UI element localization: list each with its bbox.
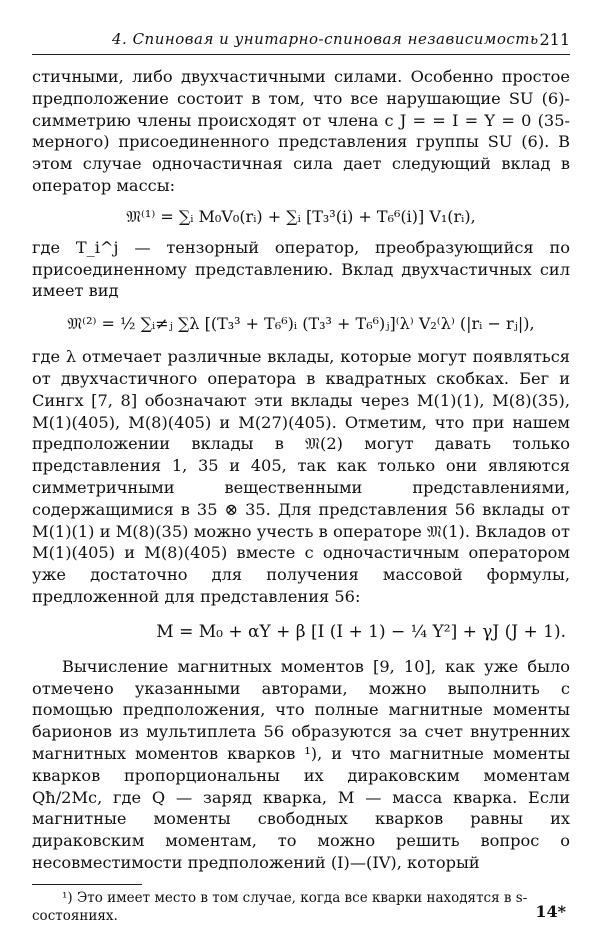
equation-one-particle: 𝔐⁽¹⁾ = ∑ᵢ M₀V₀(rᵢ) + ∑ᵢ [T₃³(i) + T₆⁶(i)] V₁(rᵢ), xyxy=(126,206,476,226)
printer-signature: 14* xyxy=(535,902,566,921)
page-body xyxy=(32,66,570,925)
equation-two-particle: 𝔐⁽²⁾ = ½ ∑ᵢ≠ⱼ ∑λ [(T₃³ + T₆⁶)ᵢ (T₃³ + T₆⁶)ⱼ]⁽λ⁾ V₂⁽λ⁾ (|rᵢ − rⱼ|), xyxy=(67,314,535,334)
page-number: 211 xyxy=(539,30,570,49)
section-title: 4. Спиновая и унитарно-спиновая независимость xyxy=(112,30,539,48)
paragraph-1: стичными, либо двухчастичными силами. Особенно простое предположение состоит в том, что все нарушающие SU (6)-симметрию члены происходят от члена с J = = I = Y = 0 (35-мерного) присоединенного представления группы SU (6). В этом случае одночастичная сила дает следующий вклад в оператор массы: xyxy=(32,67,570,195)
paragraph-3: где λ отмечает различные вклады, которые могут появляться от двухчастичного оператора в квадратных скобках. Бег и Сингх [7, 8] обозначают эти вклады через M(1)(1), M(8)(35), M(1)(405), M(8)(405) и M(27)(405). Отметим, что при нашем предположении вклады в 𝔐(2) могут давать только представления 1, 35 и 405, так как только они являются симметричными вещественными представлениями, содержащимися в 35 ⊗ 35. Для представления 56 вклады от M(1)(1) и M(8)(35) можно учесть в операторе 𝔐(1). Вкладов от M(1)(405) и M(8)(405) вместе с одночастичным оператором уже достаточно для получения массовой формулы, предложенной для представления 56: xyxy=(32,347,570,606)
equation-mass-formula: M = M₀ + αY + β [I (I + 1) − ¼ Y²] + γJ (J + 1). xyxy=(156,621,566,642)
paragraph-2: где T_i^j — тензорный оператор, преобразующийся по присоединенному представлению. Вклад двухчастичных сил имеет вид xyxy=(32,237,570,301)
paragraph-4: Вычисление магнитных моментов [9, 10], как уже было отмечено указанными авторами, можно выполнить с помощью предположения, что полные магнитные моменты барионов из мультиплета 56 образуются за счет внутренних магнитных моментов кварков ¹), и что магнитные моменты кварков пропорциональны их дираковским моментам Qħ/2Mc, где Q — заряд кварка, M — масса кварка. Если магнитные моменты свободных кварков равны их дираковским моментам, то можно решить вопрос о несовместимости предположений (I)—(IV), который xyxy=(32,656,570,872)
running-header xyxy=(32,30,570,55)
footnote-divider xyxy=(32,884,142,885)
footnote: ¹) Это имеет место в том случае, когда все кварки находятся в s-состояниях. xyxy=(32,889,528,924)
